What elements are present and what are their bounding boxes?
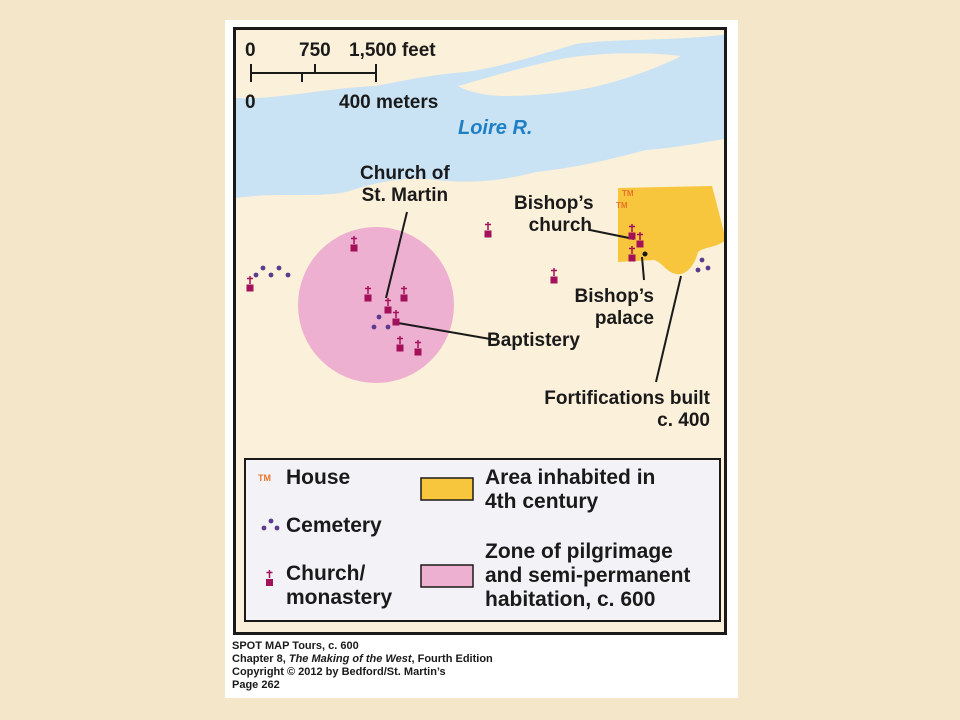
house-symbol: TM [616,201,628,210]
bishops-palace-label-line2: palace [594,308,654,329]
church-marker [415,340,422,356]
cemetery-dot [377,315,382,320]
legend-area-label-line1: Area inhabited in [485,466,656,489]
caption-copyright: Copyright © 2012 by Bedford/St. Martin’s [232,666,446,678]
bishops-palace-label-line1: Bishop’s [574,286,654,307]
church-marker [629,224,636,240]
cemetery-dot [386,325,391,330]
caption-title: SPOT MAP Tours, c. 600 [232,640,359,652]
church-st-martin-label-line2: St. Martin [361,185,449,206]
church-marker [551,268,558,284]
baptistery-label: Baptistery [487,330,580,351]
legend-house-icon: TM [258,473,271,483]
legend-church-label [286,562,392,610]
bishops-church-label-line1: Bishop’s [514,193,594,214]
legend-zone-label-line1: Zone of pilgrimage [485,540,673,563]
cemetery-dot [277,266,282,271]
cemetery-dot [269,273,274,278]
cemetery-dot [700,258,705,263]
map-frame [233,27,727,635]
legend-zone-swatch [421,565,473,587]
church-marker [365,286,372,302]
legend-cemetery-label: Cemetery [286,514,382,537]
cemetery-dot [706,266,711,271]
church-marker [401,286,408,302]
scale-meters-0: 0 [245,92,256,113]
scale-meters-400: 400 meters [339,92,439,113]
legend-church-icon [266,570,273,586]
cemetery-dot [261,266,266,271]
cemetery-dot [254,273,259,278]
legend-zone-label-line2: and semi-permanent [485,564,691,587]
map-caption [232,640,493,692]
cemetery-dot [286,273,291,278]
legend-area-swatch [421,478,473,500]
scale-feet-750: 750 [299,40,331,61]
legend-zone-label [485,540,690,612]
legend-area-label-line2: 4th century [485,490,599,513]
church-marker [485,222,492,238]
church-marker [393,310,400,326]
church-marker [397,336,404,352]
loire-river-label: Loire R. [458,117,533,139]
fortifications-label-line2: c. 400 [657,410,710,431]
church-marker [351,236,358,252]
caption-chapter [232,653,493,666]
church-marker [247,276,254,292]
church-st-martin-label-line1: Church of [360,163,450,184]
caption-book-title: The Making of the West [288,653,412,665]
scale-feet-1500: 1,500 feet [349,40,436,61]
house-symbol: TM [622,189,634,198]
cemetery-dot [372,325,377,330]
legend-house-label: House [286,466,351,489]
church-marker [629,246,636,262]
map-legend [244,458,721,622]
bishops-church-label-line2: church [528,215,592,236]
legend-cemetery-icon [262,519,280,531]
caption-edition: , Fourth Edition [411,653,493,665]
legend-church-label-line1: Church/ [286,562,366,585]
legend-zone-label-line3: habitation, c. 600 [485,588,656,611]
caption-page: Page 262 [232,679,280,691]
bishops-palace-point [643,252,648,257]
church-marker [637,232,644,248]
legend-church-label-line2: monastery [286,586,393,609]
fortifications-label-line1: Fortifications built [544,388,710,409]
church-marker [385,298,392,314]
caption-chapter-prefix: Chapter 8, [232,653,289,665]
legend-area-label [485,466,655,514]
cemetery-dot [696,268,701,273]
scale-feet-0: 0 [245,40,256,61]
